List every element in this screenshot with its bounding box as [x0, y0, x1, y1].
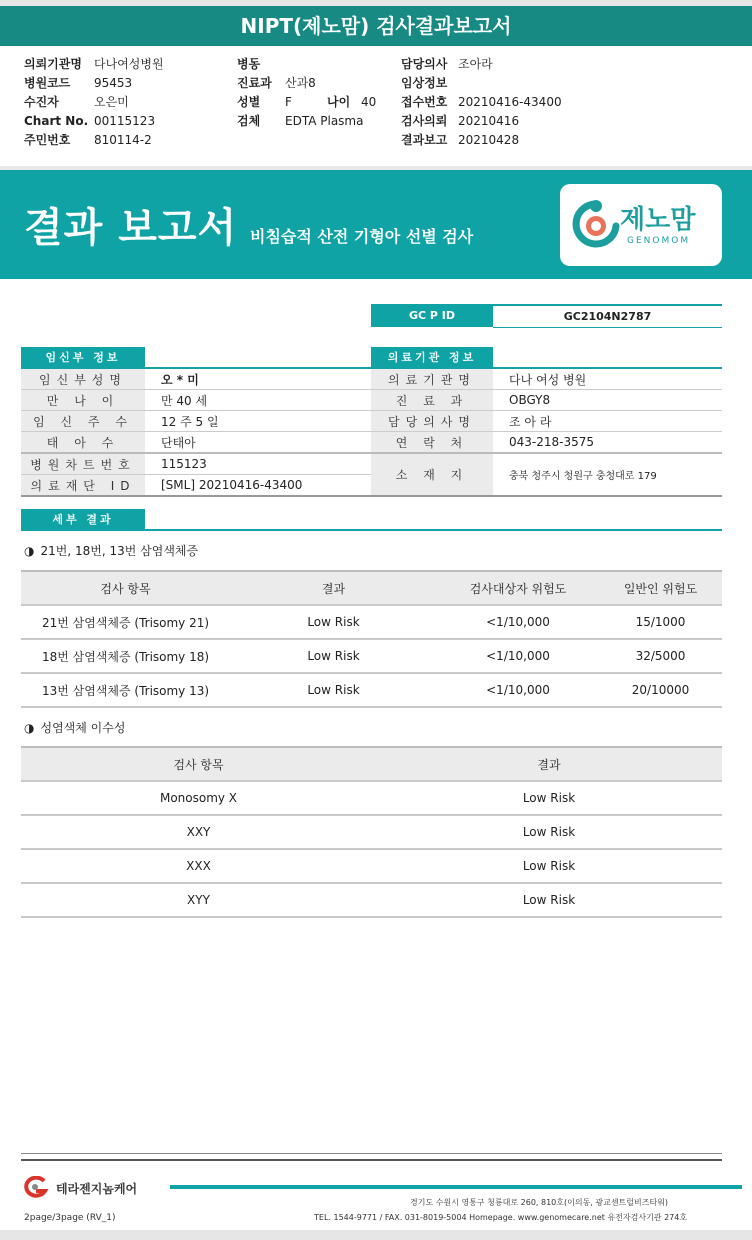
header-label: 임상정보: [401, 76, 448, 90]
detail-section-title: 세부 결과: [21, 509, 145, 530]
table-cell: Low Risk: [376, 815, 722, 849]
table-row: [21, 849, 722, 883]
header-label: 주민번호: [24, 133, 71, 147]
table-cell: 20/10000: [599, 673, 722, 707]
table-row: [21, 390, 371, 411]
table-row: [21, 883, 722, 917]
table-row: [21, 453, 371, 475]
table-cell: Low Risk: [376, 883, 722, 917]
table-row: [21, 781, 722, 815]
header-label: 검체: [237, 114, 261, 128]
table-cell: 21번 삼염색체증 (Trisomy 21): [21, 605, 230, 639]
footer-contact: TEL. 1544-9771 / FAX. 031-8019-5004 Homepage. www.genomecare.net 유전자검사기관 274호: [314, 1213, 688, 1222]
trisomy-heading-text: 21번, 18번, 13번 삼염색체증: [40, 544, 199, 558]
table-row: [371, 411, 722, 432]
column-header: 검사대상자 위험도: [437, 571, 599, 605]
logo-text: 제노맘: [620, 205, 696, 235]
table-row: [21, 411, 371, 432]
sex-chromosome-heading: [24, 719, 125, 736]
sex-chromosome-table: [21, 746, 722, 918]
column-header: 검사 항목: [21, 571, 230, 605]
field-label: 의료기관명: [371, 369, 493, 390]
header-label: 수진자: [24, 95, 59, 109]
column-header: 결과: [376, 747, 722, 781]
field-label: 의료재단 ID: [21, 475, 145, 497]
bottom-strip: [0, 1230, 752, 1240]
field-label: 태 아 수: [21, 432, 145, 454]
table-row: [371, 390, 722, 411]
field-label: 소 재 지: [371, 453, 493, 496]
table-header-row: [21, 747, 722, 781]
table-row: [21, 815, 722, 849]
footer-address: 경기도 수원시 영통구 청룡대로 260, 810호(이의동, 광교센트럴비즈타워): [410, 1198, 669, 1207]
table-row: [371, 369, 722, 390]
table-row: [371, 432, 722, 454]
table-cell: <1/10,000: [437, 673, 599, 707]
table-cell: XYY: [21, 883, 376, 917]
page-number: 2page/3page (RV_1): [24, 1213, 116, 1223]
column-header: 일반인 위험도: [599, 571, 722, 605]
table-row: [21, 605, 722, 639]
header-value: F: [285, 95, 292, 109]
header-label: 접수번호: [401, 95, 448, 109]
header-value: 다나여성병원: [94, 57, 164, 71]
gcp-id-label: GC P ID: [371, 304, 493, 327]
report-title: NIPT(제노맘) 검사결과보고서: [0, 6, 752, 46]
table-cell: 13번 삼염색체증 (Trisomy 13): [21, 673, 230, 707]
field-value: 만 40 세: [145, 390, 371, 411]
header-value: 조아라: [458, 57, 493, 71]
field-label: 만 나 이: [21, 390, 145, 411]
footer-accent-bar: [170, 1185, 742, 1189]
banner-title: 결과 보고서: [24, 205, 238, 251]
header-col2: [237, 55, 376, 131]
table-cell: <1/10,000: [437, 605, 599, 639]
gcp-id-value: GC2104N2787: [493, 304, 722, 328]
header-label: 의뢰기관명: [24, 57, 82, 71]
field-label: 임신부성명: [21, 369, 145, 390]
header-value: EDTA Plasma: [285, 114, 364, 128]
header-label: 결과보고: [401, 133, 448, 147]
section-line: [21, 529, 722, 531]
footer-divider: [21, 1159, 722, 1161]
genomom-logo-icon: [572, 196, 620, 252]
logo-subtext: GENOMOM: [627, 236, 691, 246]
field-value: 12 주 5 일: [145, 411, 371, 432]
header-label: 담당의사: [401, 57, 448, 71]
column-header: 결과: [230, 571, 437, 605]
age-label: 나이: [327, 95, 351, 109]
table-row: [21, 673, 722, 707]
field-label: 병원차트번호: [21, 453, 145, 475]
table-cell: 15/1000: [599, 605, 722, 639]
hospital-section-title: 의료기관 정보: [371, 347, 493, 368]
field-value: 단태아: [145, 432, 371, 454]
header-label: 성별: [237, 95, 261, 109]
header-col3: [401, 55, 562, 150]
header-value: 00115123: [94, 114, 156, 128]
field-value: OBGY8: [493, 390, 722, 411]
table-row: [21, 639, 722, 673]
field-value: [SML] 20210416-43400: [145, 475, 371, 497]
table-cell: Monosomy X: [21, 781, 376, 815]
table-header-row: [21, 571, 722, 605]
column-header: 검사 항목: [21, 747, 376, 781]
table-row: [371, 453, 722, 496]
header-label: Chart No.: [24, 114, 89, 128]
field-value: 다나 여성 병원: [493, 369, 722, 390]
table-row: [21, 475, 371, 497]
table-cell: Low Risk: [230, 605, 437, 639]
table-cell: Low Risk: [376, 849, 722, 883]
field-value: 115123: [145, 453, 371, 475]
header-label: 진료과: [237, 76, 272, 90]
header-label: 검사의뢰: [401, 114, 448, 128]
table-cell: Low Risk: [230, 673, 437, 707]
table-cell: 18번 삼염색체증 (Trisomy 18): [21, 639, 230, 673]
field-value: 043-218-3575: [493, 432, 722, 454]
company-logo-icon: [18, 1176, 50, 1198]
hospital-info-table: [371, 369, 722, 497]
header-label: 병원코드: [24, 76, 71, 90]
sex-chromosome-heading-text: 성염색체 이수성: [40, 721, 126, 735]
header-value: 20210428: [458, 133, 520, 147]
table-cell: <1/10,000: [437, 639, 599, 673]
table-row: [21, 432, 371, 454]
field-label: 담당의사명: [371, 411, 493, 432]
field-value: 오 * 미: [145, 369, 371, 390]
header-value: 20210416-43400: [458, 95, 562, 109]
footer-company-name: 테라젠지놈케어: [56, 1182, 138, 1196]
field-label: 연 락 처: [371, 432, 493, 454]
header-label: 병동: [237, 57, 261, 71]
header-value: 산과8: [285, 76, 316, 90]
table-cell: 32/5000: [599, 639, 722, 673]
table-cell: Low Risk: [230, 639, 437, 673]
table-cell: XXX: [21, 849, 376, 883]
age-value: 40: [361, 95, 377, 109]
patient-info-table: [21, 369, 371, 497]
header-value: 95453: [94, 76, 133, 90]
half-circle-icon: ◑: [24, 544, 35, 558]
trisomy-table: [21, 570, 722, 708]
header-value: 810114-2: [94, 133, 152, 147]
half-circle-icon: ◑: [24, 721, 35, 735]
field-value: 조 아 라: [493, 411, 722, 432]
header-col1: [24, 55, 164, 150]
table-row: [21, 369, 371, 390]
table-cell: XXY: [21, 815, 376, 849]
header-value: 오은미: [94, 95, 129, 109]
trisomy-heading: [24, 542, 198, 559]
banner-subtitle: 비침습적 산전 기형아 선별 검사: [250, 227, 474, 246]
field-label: 진 료 과: [371, 390, 493, 411]
patient-section-title: 임신부 정보: [21, 347, 145, 368]
field-label: 임 신 주 수: [21, 411, 145, 432]
table-cell: Low Risk: [376, 781, 722, 815]
field-value: 충북 청주시 청원구 충청대로 179: [493, 453, 722, 496]
footer-divider: [21, 1153, 722, 1154]
header-value: 20210416: [458, 114, 520, 128]
